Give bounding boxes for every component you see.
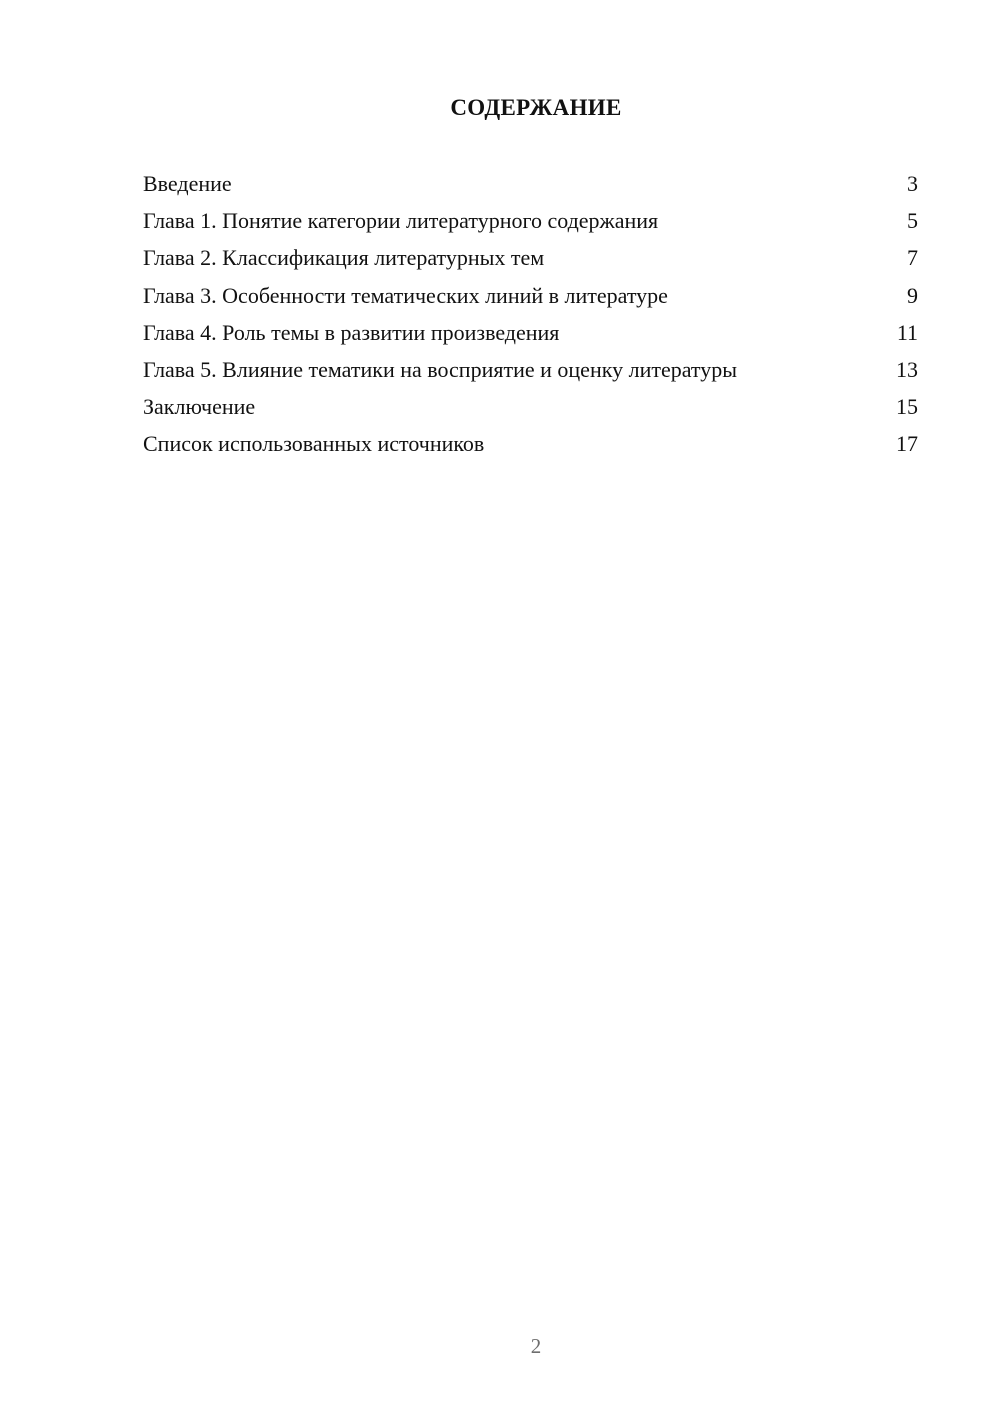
toc-entry[interactable] bbox=[143, 282, 918, 319]
page-number: 2 bbox=[530, 1334, 542, 1358]
toc-entry-label: Глава 1. Понятие категории литературного содержания bbox=[143, 208, 659, 234]
toc-entry-label: Заключение bbox=[143, 394, 256, 420]
toc-title: СОДЕРЖАНИЕ bbox=[450, 95, 622, 120]
toc-entry[interactable] bbox=[143, 244, 918, 281]
toc-entry-label: Глава 3. Особенности тематических линий в литературе bbox=[143, 282, 668, 308]
toc-entry[interactable] bbox=[143, 393, 918, 430]
toc-entry[interactable] bbox=[143, 170, 918, 207]
toc-entry-page: 13 bbox=[896, 356, 918, 382]
table-of-contents bbox=[143, 170, 918, 468]
toc-entry-page: 7 bbox=[907, 245, 918, 271]
toc-entry-label: Глава 2. Классификация литературных тем bbox=[143, 245, 545, 271]
toc-entry[interactable] bbox=[143, 356, 918, 393]
toc-entry-page: 17 bbox=[896, 431, 918, 457]
toc-entry[interactable] bbox=[143, 207, 918, 244]
toc-entry-label: Введение bbox=[143, 171, 232, 196]
toc-entry-label: Список использованных источников bbox=[143, 431, 485, 457]
toc-entry-page: 5 bbox=[907, 208, 918, 234]
toc-entry-label: Глава 4. Роль темы в развитии произведения bbox=[143, 319, 560, 345]
toc-entry-page: 15 bbox=[896, 394, 918, 420]
toc-entry-page: 9 bbox=[907, 282, 918, 308]
toc-entry[interactable] bbox=[143, 430, 918, 467]
toc-entry-label: Глава 5. Влияние тематики на восприятие и оценку литературы bbox=[143, 356, 738, 382]
toc-entry-page: 3 bbox=[907, 171, 918, 196]
toc-entry-page: 11 bbox=[896, 319, 918, 345]
toc-entry[interactable] bbox=[143, 319, 918, 356]
